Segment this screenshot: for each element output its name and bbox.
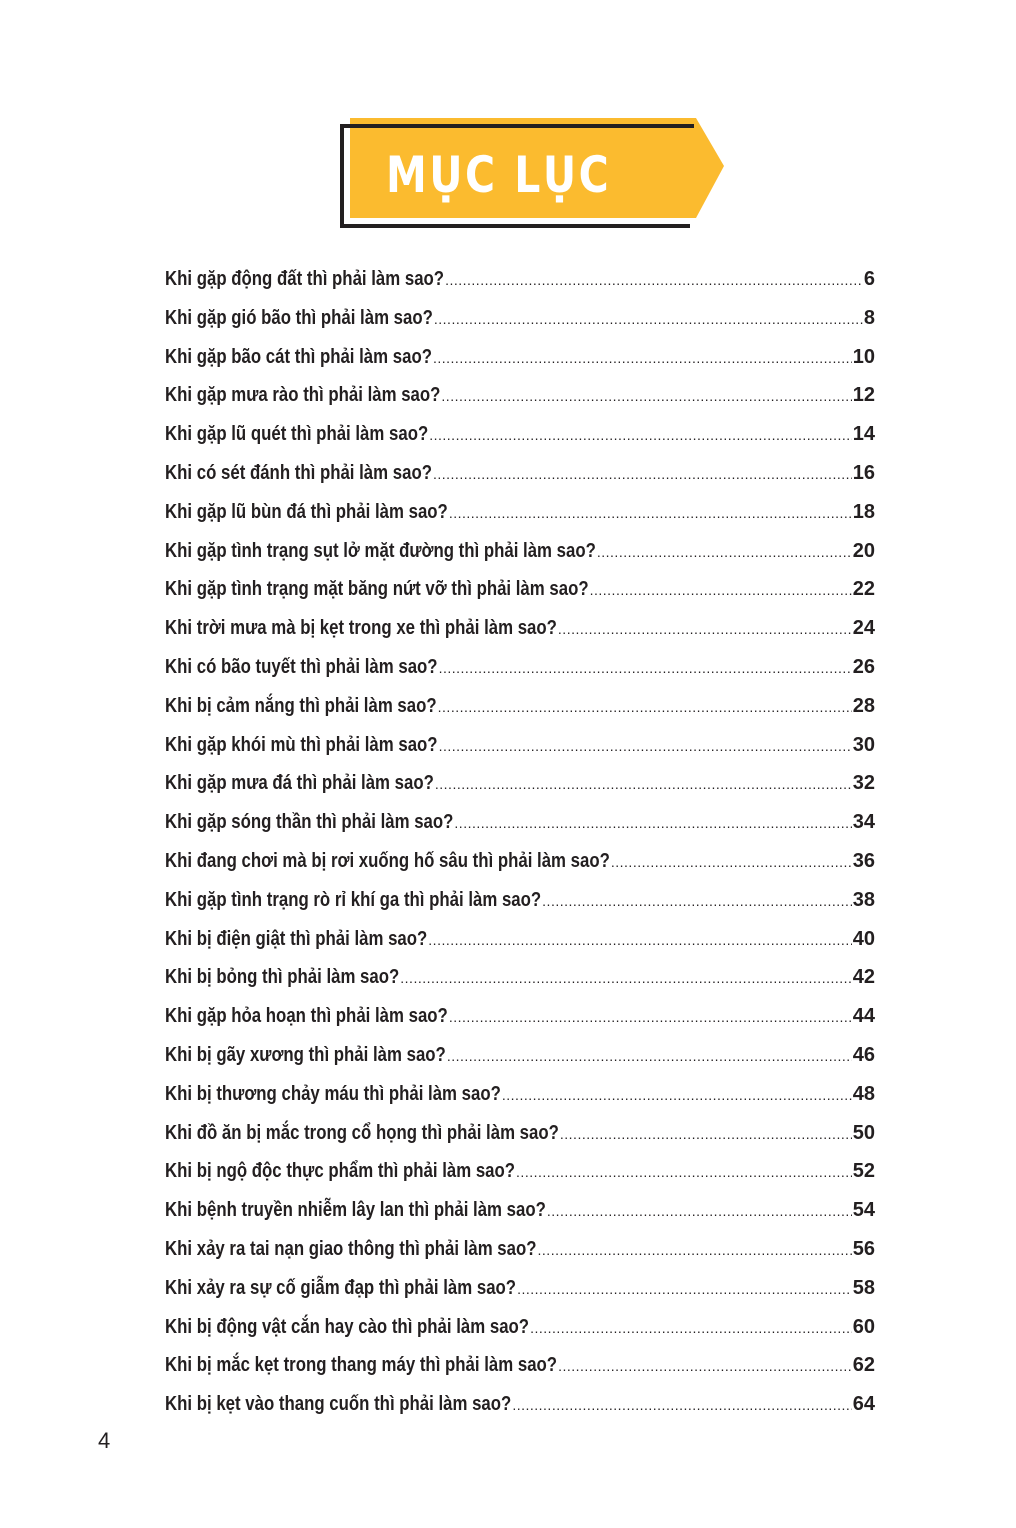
toc-entry-page: 12 <box>852 384 875 407</box>
toc-entry-title: Khi gặp mưa đá thì phải làm sao? <box>165 772 434 795</box>
toc-entry[interactable] <box>165 532 875 571</box>
toc-entry-page: 8 <box>863 306 875 329</box>
toc-entry-title: Khi đang chơi mà bị rơi xuống hố sâu thì phải làm sao? <box>165 849 610 872</box>
toc-entry-page: 60 <box>852 1315 875 1338</box>
toc-entry[interactable] <box>165 1269 875 1308</box>
toc-entry[interactable] <box>165 881 875 920</box>
toc-entry[interactable] <box>165 609 875 648</box>
toc-entry[interactable] <box>165 299 875 338</box>
toc-entry[interactable] <box>165 803 875 842</box>
toc-entry-title: Khi bị ngộ độc thực phẩm thì phải làm sao? <box>165 1160 516 1183</box>
toc-entry-page: 30 <box>852 733 875 756</box>
toc-entry[interactable] <box>165 415 875 454</box>
toc-dot-leader <box>560 1115 852 1154</box>
toc-dot-leader <box>428 921 851 960</box>
toc-entry-title: Khi gặp lũ bùn đá thì phải làm sao? <box>165 500 448 523</box>
toc-entry[interactable] <box>165 1152 875 1191</box>
toc-entry-page: 28 <box>852 694 875 717</box>
toc-dot-leader <box>538 1231 852 1270</box>
toc-entry[interactable] <box>165 260 875 299</box>
toc-entry-page: 32 <box>852 772 875 795</box>
toc-entry-page: 40 <box>852 927 875 950</box>
toc-entry[interactable] <box>165 726 875 765</box>
toc-entry-title: Khi gặp lũ quét thì phải làm sao? <box>165 423 429 446</box>
toc-entry-page: 46 <box>852 1043 875 1066</box>
toc-entry-title: Khi trời mưa mà bị kẹt trong xe thì phải làm sao? <box>165 617 557 640</box>
toc-entry-title: Khi có sét đánh thì phải làm sao? <box>165 461 432 484</box>
toc-entry-page: 36 <box>852 849 875 872</box>
toc-dot-leader <box>449 998 852 1037</box>
toc-dot-leader <box>433 339 852 378</box>
page-number: 4 <box>98 1428 111 1453</box>
toc-dot-leader <box>547 1192 852 1231</box>
toc-entry[interactable] <box>165 1191 875 1230</box>
toc-dot-leader <box>542 882 852 921</box>
toc-entry-title: Khi gặp tình trạng sụt lở mặt đường thì phải làm sao? <box>165 539 596 562</box>
toc-entry-page: 58 <box>852 1276 875 1299</box>
toc-entry-title: Khi gặp bão cát thì phải làm sao? <box>165 345 432 368</box>
toc-entry-title: Khi bị điện giật thì phải làm sao? <box>165 927 428 950</box>
toc-dot-leader <box>454 804 851 843</box>
toc-entry-page: 22 <box>852 578 875 601</box>
toc-dot-leader <box>438 688 852 727</box>
toc-dot-leader <box>558 1347 852 1386</box>
toc-entry[interactable] <box>165 1346 875 1385</box>
toc-dot-leader <box>597 533 852 572</box>
toc-entry[interactable] <box>165 920 875 959</box>
toc-entry-title: Khi đồ ăn bị mắc trong cổ họng thì phải làm sao? <box>165 1121 559 1144</box>
toc-entry-page: 38 <box>852 888 875 911</box>
toc-dot-leader <box>434 300 863 339</box>
toc-dot-leader <box>517 1270 852 1309</box>
toc-entry-page: 62 <box>852 1354 875 1377</box>
toc-dot-leader <box>439 727 852 766</box>
toc-dot-leader <box>611 843 852 882</box>
toc-entry[interactable] <box>165 376 875 415</box>
toc-dot-leader <box>441 377 851 416</box>
toc-entry[interactable] <box>165 1075 875 1114</box>
toc-entry-title: Khi bị động vật cắn hay cào thì phải làm sao? <box>165 1315 530 1338</box>
toc-entry-page: 52 <box>852 1160 875 1183</box>
toc-entry-page: 56 <box>852 1237 875 1260</box>
toc-dot-leader <box>558 610 852 649</box>
toc-dot-leader <box>435 765 852 804</box>
toc-entry[interactable] <box>165 493 875 532</box>
toc-entry-page: 34 <box>852 811 875 834</box>
toc-dot-leader <box>530 1309 852 1348</box>
toc-entry-title: Khi gặp hỏa hoạn thì phải làm sao? <box>165 1005 448 1028</box>
toc-entry-page: 20 <box>852 539 875 562</box>
toc-entry-title: Khi bị kẹt vào thang cuốn thì phải làm sao? <box>165 1393 512 1416</box>
toc-entry-page: 6 <box>863 268 875 290</box>
toc-entry-title: Khi bị thương chảy máu thì phải làm sao? <box>165 1082 501 1105</box>
toc-entry[interactable] <box>165 764 875 803</box>
toc-dot-leader <box>445 261 863 300</box>
toc-entry-page: 54 <box>852 1199 875 1222</box>
toc-entry-title: Khi gặp mưa rào thì phải làm sao? <box>165 384 441 407</box>
toc-entry[interactable] <box>165 1230 875 1269</box>
toc-entry[interactable] <box>165 1114 875 1153</box>
toc-entry[interactable] <box>165 338 875 377</box>
toc-entry-page: 48 <box>852 1082 875 1105</box>
toc-entry[interactable] <box>165 958 875 997</box>
toc-entry-page: 14 <box>852 423 875 446</box>
toc-entry[interactable] <box>165 687 875 726</box>
toc-entry[interactable] <box>165 648 875 687</box>
toc-entry-page: 18 <box>852 500 875 523</box>
toc-dot-leader <box>439 649 852 688</box>
toc-entry-title: Khi gặp gió bão thì phải làm sao? <box>165 306 433 329</box>
toc-entry-title: Khi xảy ra tai nạn giao thông thì phải làm sao? <box>165 1237 537 1260</box>
toc-entry[interactable] <box>165 1385 875 1424</box>
toc-entry-page: 64 <box>852 1393 875 1416</box>
toc-entry-page: 42 <box>852 966 875 989</box>
toc-entry[interactable] <box>165 1308 875 1347</box>
toc-entry-title: Khi gặp tình trạng mặt băng nứt vỡ thì phải làm sao? <box>165 578 589 601</box>
toc-entry-title: Khi bị cảm nắng thì phải làm sao? <box>165 694 437 717</box>
toc-entry-title: Khi gặp khói mù thì phải làm sao? <box>165 733 438 756</box>
page-title: MỤC LỤC <box>386 146 612 204</box>
toc-entry[interactable] <box>165 842 875 881</box>
toc-entry[interactable] <box>165 454 875 493</box>
toc-entry-page: 50 <box>852 1121 875 1144</box>
toc-dot-leader <box>433 455 852 494</box>
toc-dot-leader <box>516 1153 852 1192</box>
toc-dot-leader <box>590 571 852 610</box>
toc-entry-page: 44 <box>852 1005 875 1028</box>
toc-dot-leader <box>447 1037 852 1076</box>
toc-entry-page: 24 <box>852 617 875 640</box>
toc-entry-title: Khi bị gãy xương thì phải làm sao? <box>165 1043 446 1066</box>
toc-dot-leader <box>502 1076 852 1115</box>
toc-dot-leader <box>449 494 852 533</box>
toc-entry-title: Khi xảy ra sự cố giẫm đạp thì phải làm sao? <box>165 1276 517 1299</box>
toc-dot-leader <box>429 416 852 455</box>
toc-entry-page: 10 <box>852 345 875 368</box>
toc-entry[interactable] <box>165 1036 875 1075</box>
toc-entry-title: Khi bị bỏng thì phải làm sao? <box>165 966 400 989</box>
toc-entry[interactable] <box>165 570 875 609</box>
toc-entry-title: Khi gặp động đất thì phải làm sao? <box>165 268 445 290</box>
toc-entry-title: Khi có bão tuyết thì phải làm sao? <box>165 655 438 678</box>
toc-entry[interactable] <box>165 997 875 1036</box>
toc-entry-title: Khi gặp sóng thần thì phải làm sao? <box>165 811 454 834</box>
toc-entry-page: 16 <box>852 461 875 484</box>
toc-entry-title: Khi gặp tình trạng rò rỉ khí ga thì phải làm sao? <box>165 888 542 911</box>
table-of-contents <box>165 260 875 1424</box>
toc-entry-title: Khi bệnh truyền nhiễm lây lan thì phải làm sao? <box>165 1199 546 1222</box>
toc-entry-page: 26 <box>852 655 875 678</box>
toc-dot-leader <box>400 959 851 998</box>
toc-dot-leader <box>512 1386 851 1425</box>
toc-entry-title: Khi bị mắc kẹt trong thang máy thì phải làm sao? <box>165 1354 558 1377</box>
title-banner <box>338 116 730 232</box>
